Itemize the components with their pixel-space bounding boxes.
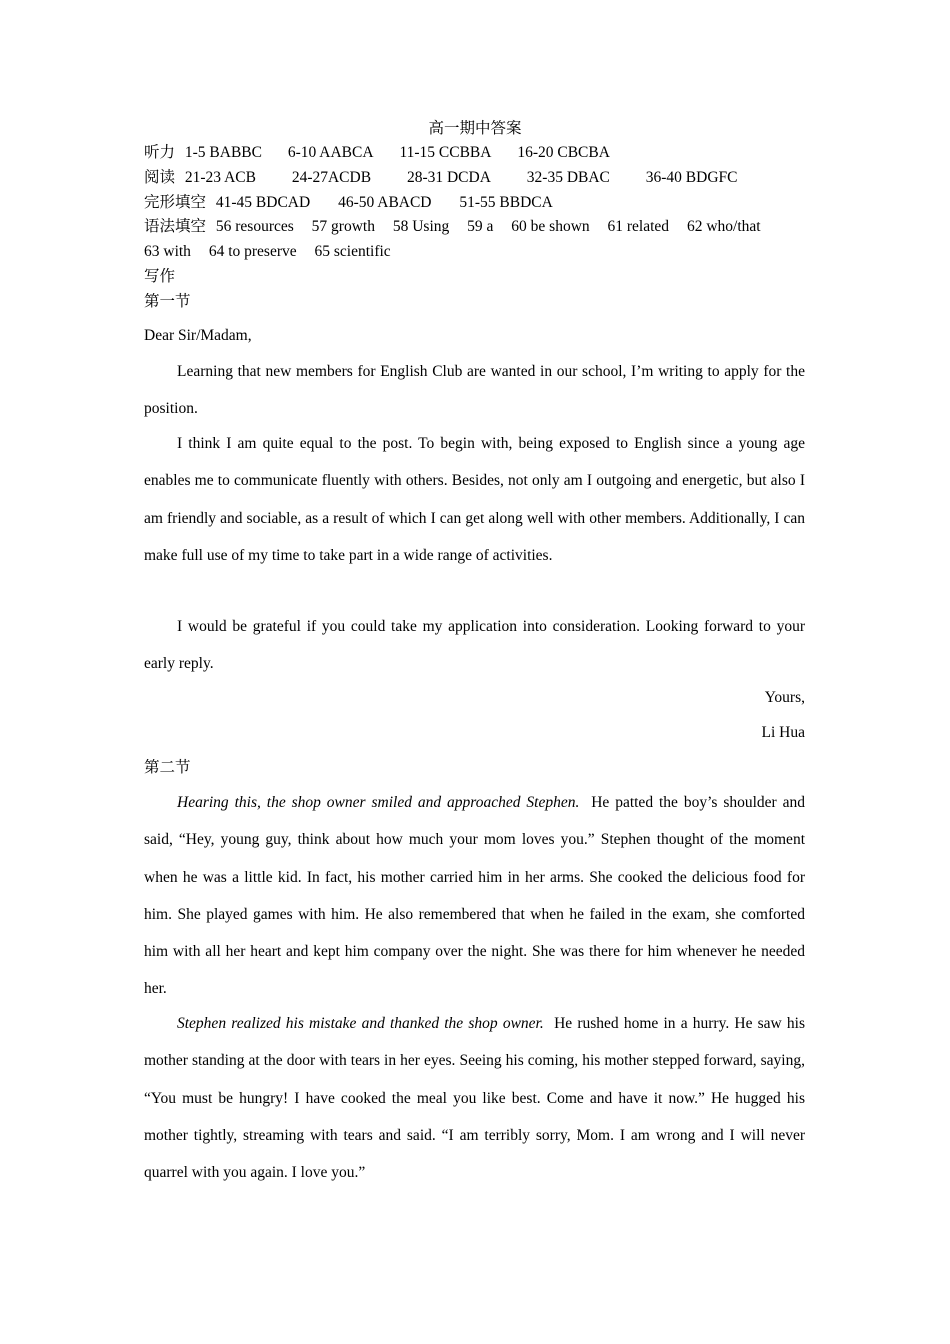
letter-signature: Li Hua xyxy=(761,724,805,741)
answer-item: 24-27ACDB xyxy=(291,169,372,186)
answer-item: 64 to preserve xyxy=(208,243,297,260)
answer-item: 58 Using xyxy=(392,218,450,235)
answer-item: 36-40 BDGFC xyxy=(645,169,738,186)
section-label: 完形填空 xyxy=(144,194,207,211)
part2-heading: 第二节 xyxy=(144,759,191,776)
writing-heading: 写作 xyxy=(144,268,176,285)
letter-paragraph-1: Learning that new members for English Club are wanted in our school, I’m writing to apply for the position. xyxy=(144,363,805,418)
answer-item: 51-55 BBDCA xyxy=(459,194,553,211)
paragraph-lead-sentence: Stephen realized his mistake and thanked the shop owner. xyxy=(177,1015,544,1032)
part1-heading: 第一节 xyxy=(144,293,191,310)
paragraph-body: He rushed home in a hurry. He saw his mother standing at the door with tears in her eyes. Seeing his coming, his mother stepped forward, saying, “You must be hungry! I have cooked the meal you like best. Come and have it now.” He hugged his mother tightly, streaming with tears and said. “I am terribly sorry, Mom. I am wrong and I will never quarrel with you again. I love you.” xyxy=(144,1015,805,1182)
answers-grammar-continued xyxy=(144,241,391,263)
section-label: 语法填空 xyxy=(144,218,207,235)
answer-item: 46-50 ABACD xyxy=(338,194,432,211)
answer-item: 63 with xyxy=(144,243,191,260)
letter-paragraph-2: I think I am quite equal to the post. To begin with, being exposed to English since a young age enables me to communicate fluently with others. Besides, not only am I outgoing and energetic, but also I am friendly and sociable, as a result of which I can get along well with other members. Additionally, I can make full use of my time to take part in a wide range of activities. xyxy=(144,435,805,564)
page-title: 高一期中答案 xyxy=(428,120,522,137)
answers-cloze xyxy=(144,192,577,214)
letter-salutation: Dear Sir/Madam, xyxy=(144,327,252,344)
answer-item: 11-15 CCBBA xyxy=(399,144,492,161)
answer-item: 65 scientific xyxy=(314,243,391,260)
letter-paragraph-3: I would be grateful if you could take my application into consideration. Looking forward to your early reply. xyxy=(144,618,805,673)
answer-item: 57 growth xyxy=(311,218,375,235)
answer-item: 28-31 DCDA xyxy=(406,169,491,186)
paragraph-lead-sentence: Hearing this, the shop owner smiled and approached Stephen. xyxy=(177,794,580,811)
answer-item: 1-5 BABBC xyxy=(184,144,262,161)
answer-item: 62 who/that xyxy=(686,218,761,235)
answer-item: 32-35 DBAC xyxy=(526,169,610,186)
answer-item: 59 a xyxy=(467,218,494,235)
answers-reading xyxy=(144,167,770,189)
story-paragraph-2 xyxy=(144,1005,805,1191)
paragraph-body: He patted the boy’s shoulder and said, “Hey, young guy, think about how much your mom loves you.” Stephen thought of the moment when he was a little kid. In fact, his mother carried him in her arms. She cooked the delicious food for him. She played games with him. He also remembered that when he failed in the exam, she comforted him with all her heart and kept him company over the night. She was there for him whenever he needed her. xyxy=(144,794,806,998)
story-paragraph-1 xyxy=(144,784,805,1008)
answer-item: 16-20 CBCBA xyxy=(517,144,610,161)
answer-item: 56 resources xyxy=(215,218,294,235)
answers-grammar xyxy=(144,216,761,238)
answer-item: 21-23 ACB xyxy=(184,169,256,186)
answer-item: 60 be shown xyxy=(511,218,590,235)
answer-item: 41-45 BDCAD xyxy=(215,194,311,211)
section-label: 听力 xyxy=(144,144,176,161)
letter-closing: Yours, xyxy=(764,689,805,706)
answer-item: 61 related xyxy=(607,218,670,235)
section-label: 阅读 xyxy=(144,169,176,186)
answers-listening xyxy=(144,142,632,164)
answer-item: 6-10 AABCA xyxy=(287,144,374,161)
